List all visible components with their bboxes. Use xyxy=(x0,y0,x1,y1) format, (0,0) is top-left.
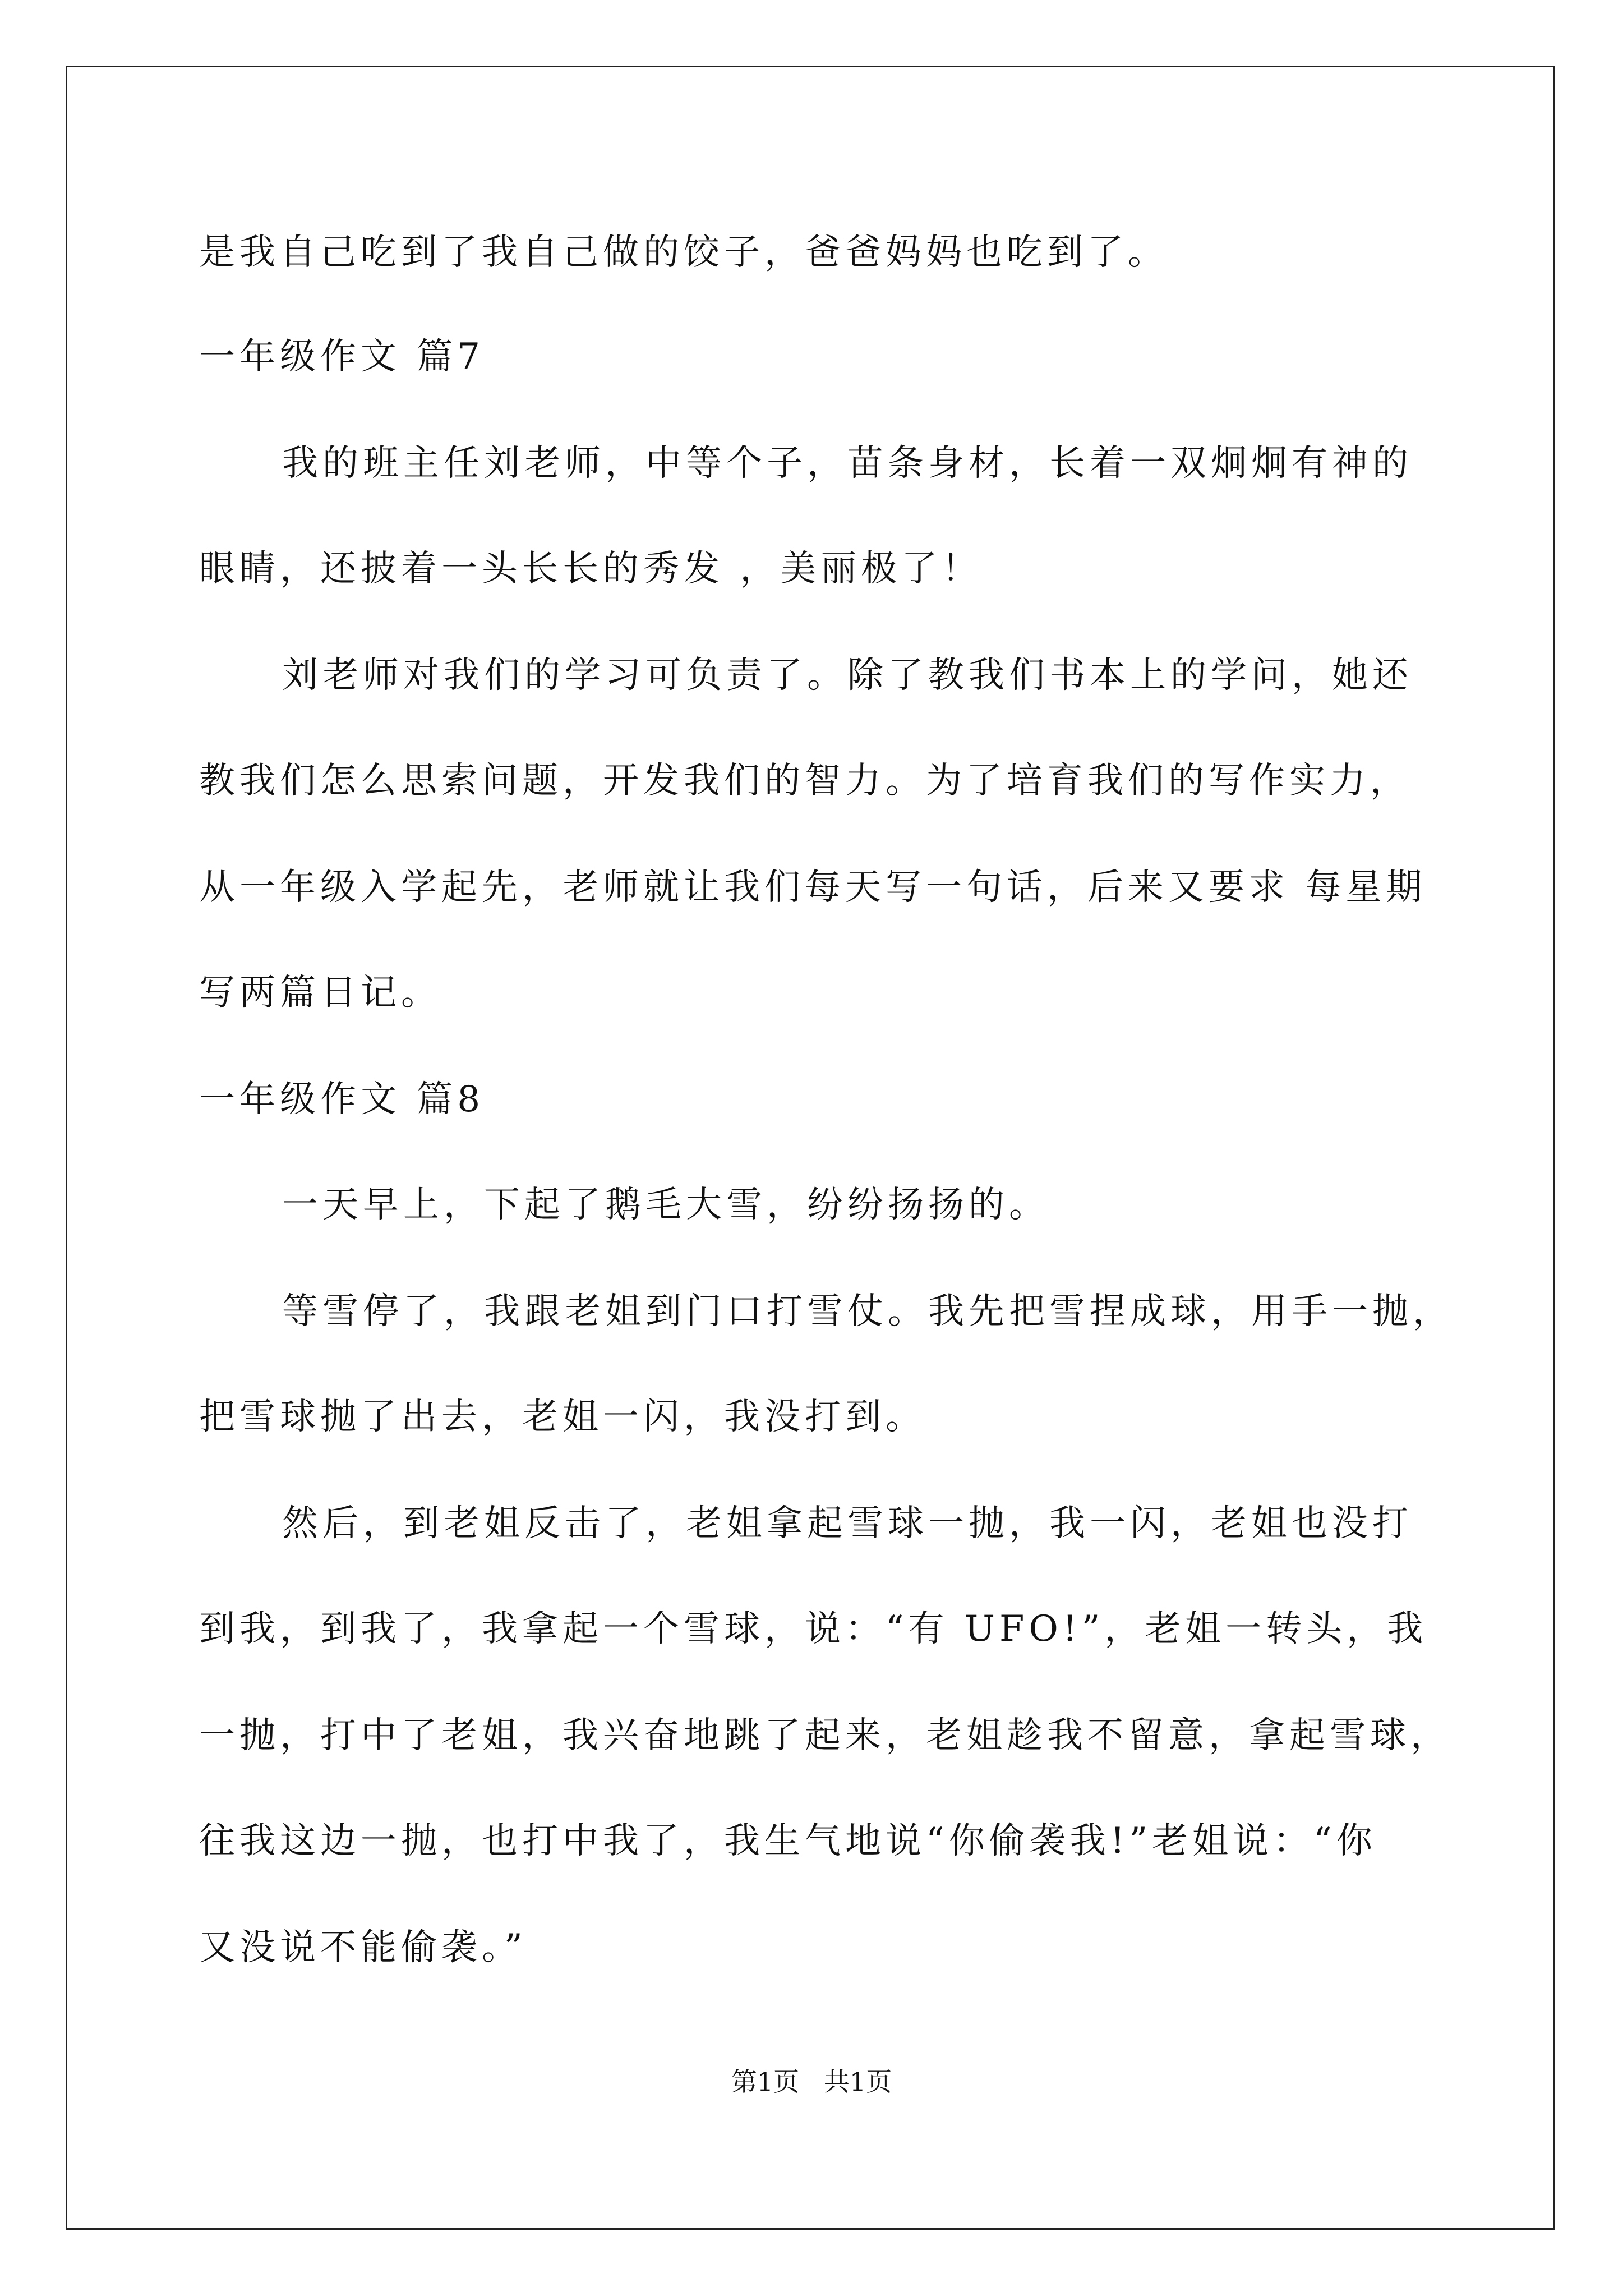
page-border xyxy=(66,66,1555,2230)
body-line-11: 等雪停了，我跟老姐到门口打雪仗。我先把雪捏成球，用手一抛， xyxy=(282,1291,1453,1332)
body-line-10: 一天早上，下起了鹅毛大雪，纷纷扬扬的。 xyxy=(282,1184,1049,1226)
body-line-6: 教我们怎么思索问题，开发我们的智力。为了培育我们的写作实力， xyxy=(199,760,1410,802)
body-line-14: 到我，到我了，我拿起一个雪球，说：“有 UFO!”，老姐一转头，我 xyxy=(199,1608,1428,1650)
section-heading-7: 一年级作文 篇7 xyxy=(199,336,485,378)
page-footer: 第1页 共1页 xyxy=(731,2067,892,2097)
body-line-5: 刘老师对我们的学习可负责了。除了教我们书本上的学问，她还 xyxy=(282,655,1413,696)
body-line-17: 又没说不能偷袭。” xyxy=(199,1927,527,1968)
body-line-1: 是我自己吃到了我自己做的饺子，爸爸妈妈也吃到了。 xyxy=(199,232,1168,273)
body-line-16: 往我这边一抛，也打中我了，我生气地说“你偷袭我!”老姐说：“你 xyxy=(199,1820,1377,1862)
body-line-15: 一抛，打中了老姐，我兴奋地跳了起来，老姐趁我不留意，拿起雪球， xyxy=(199,1715,1451,1756)
body-line-8: 写两篇日记。 xyxy=(199,972,441,1014)
section-heading-8: 一年级作文 篇8 xyxy=(199,1079,485,1120)
body-line-7: 从一年级入学起先，老师就让我们每天写一句话，后来又要求 每星期 xyxy=(199,867,1427,908)
body-line-13: 然后，到老姐反击了，老姐拿起雪球一抛，我一闪，老姐也没打 xyxy=(282,1503,1413,1544)
body-line-3: 我的班主任刘老师，中等个子，苗条身材，长着一双炯炯有神的 xyxy=(282,443,1413,484)
body-line-12: 把雪球抛了出去，老姐一闪，我没打到。 xyxy=(199,1396,926,1438)
body-line-4: 眼睛，还披着一头长长的秀发 ，美丽极了！ xyxy=(199,548,983,590)
